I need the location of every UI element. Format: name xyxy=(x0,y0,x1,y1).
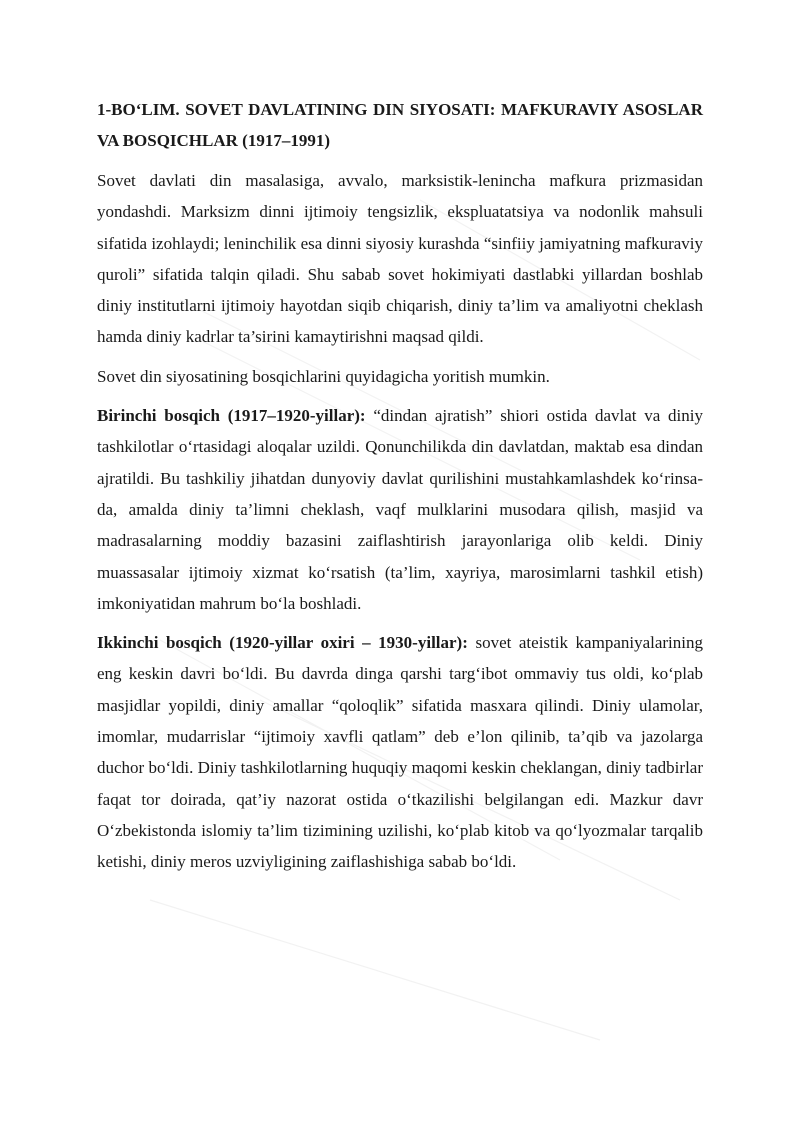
document-page xyxy=(97,94,703,886)
paragraph-text: Sovet din siyosatining bosqichlarini quyidagicha yoritish mumkin. xyxy=(97,366,550,386)
paragraph-lead: Ikkinchi bosqich (1920-yillar oxiri – 1930-yillar): xyxy=(97,633,468,653)
paragraph-lead: Birinchi bosqich (1917–1920-yillar): xyxy=(97,406,366,426)
section-heading: 1-BO‘LIM. SOVET DAVLATINING DIN SIYOSATI: MAFKURAVIY ASOSLAR VA BOSQICHLAR (1917–1991) xyxy=(97,100,703,150)
paragraph-text: “dindan ajratish” shiori ostida davlat va diniy tashkilotlar o‘rtasidagi aloqalar uzildi. Qonunchilikda din davlatdan, maktab esa dindan ajratildi. Bu tashkiliy jihatdan dunyoviy davlat qurilishini mustahkamlashdek ko‘rinsa-da, amalda diniy ta’limni cheklash, vaqf mulklarini musodara qilish, masjid va madrasalarning moddiy bazasini zaiflashtirish jarayonlariga olib keldi. Diniy muassasalar ijtimoiy xizmat ko‘rsatish (ta’lim, xayriya, marosimlarni tashkil etish) imkoniyatidan mahrum bo‘la boshladi. xyxy=(97,406,703,613)
paragraph-intro xyxy=(97,165,703,353)
paragraph-text: sovet ateistik kampaniyalarining eng keskin davri bo‘ldi. Bu davrda dinga qarshi targ‘ibot ommaviy tus oldi, ko‘plab masjidlar yopildi, diniy amallar “qoloqlik” sifatida masxara qilindi. Diniy ulamolar, imomlar, mudarrislar “ijtimoiy xavfli qatlam” deb e’lon qilinib, ta’qib va jazolarga duchor bo‘ldi. Diniy tashkilotlarning huquqiy maqomi keskin cheklangan, diniy tadbirlar faqat tor doirada, qat’iy nazorat ostida o‘tkazilishi belgilangan edi. Mazkur davr O‘zbekistonda islomiy ta’lim tizimining uzilishi, ko‘plab kitob va qo‘lyozmalar tarqalib ketishi, diniy meros uzviyligining zaiflashishiga sabab bo‘ldi. xyxy=(97,633,704,872)
paragraph-stages-intro xyxy=(97,361,703,392)
paragraph-text: Sovet davlati din masalasiga, avvalo, marksistik-lenincha mafkura prizmasidan yondashdi. Marksizm dinni ijtimoiy tengsizlik, ekspluatatsiya va nodonlik mahsuli sifatida izohlaydi; leninchilik esa dinni siyosiy kurashda “sinfiiy jamiyatning mafkuraviy quroli” sifatida talqin qiladi. Shu sabab sovet hokimiyati dastlabki yillardan boshlab diniy institutlarni ijtimoiy hayotdan siqib chiqarish, diniy ta’lim va amaliyotni cheklash hamda diniy kadrlar ta’sirini kamaytirishni maqsad qildi. xyxy=(97,171,703,347)
paragraph-first-stage xyxy=(97,400,703,619)
paragraph-second-stage xyxy=(97,627,703,877)
